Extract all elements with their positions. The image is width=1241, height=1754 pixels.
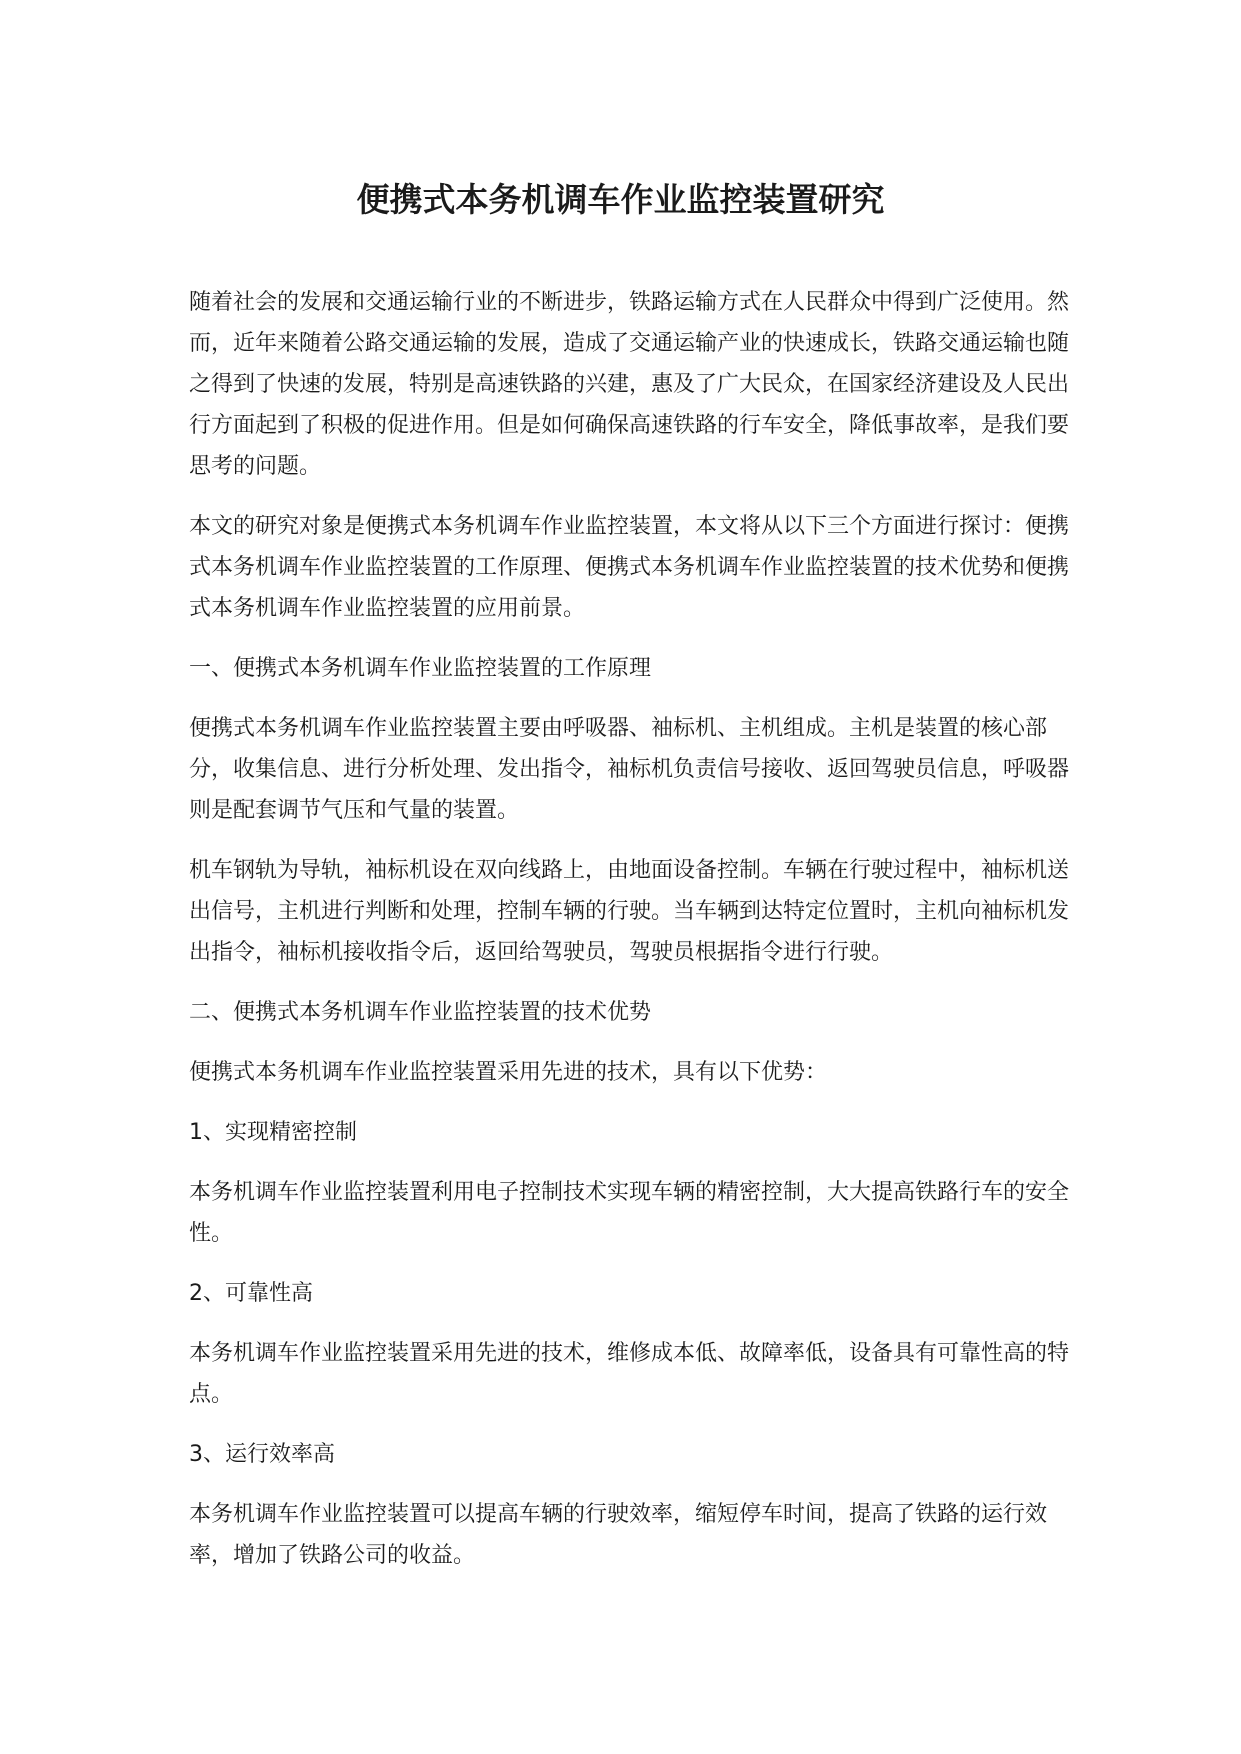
section-heading-working-principle: 一、便携式本务机调车作业监控装置的工作原理 xyxy=(189,656,652,681)
subheading-precise-control: 1、实现精密控制 xyxy=(189,1120,357,1145)
paragraph-components: 便携式本务机调车作业监控装置主要由呼吸器、袖标机、主机组成。主机是装置的核心部分，收集信息、进行分析处理、发出指令，袖标机负责信号接收、返回驾驶员信息，呼吸器则是配套调节气压和气量的装置。 xyxy=(189,716,1070,823)
subheading-efficiency: 3、运行效率高 xyxy=(189,1442,335,1467)
paragraph-reliability: 本务机调车作业监控装置采用先进的技术，维修成本低、故障率低，设备具有可靠性高的特点。 xyxy=(189,1341,1070,1407)
paragraph-scope: 本文的研究对象是便携式本务机调车作业监控装置，本文将从以下三个方面进行探讨：便携式本务机调车作业监控装置的工作原理、便携式本务机调车作业监控装置的技术优势和便携式本务机调车作业监控装置的应用前景。 xyxy=(189,514,1070,621)
document-body xyxy=(189,282,1081,1595)
paragraph-intro: 随着社会的发展和交通运输行业的不断进步，铁路运输方式在人民群众中得到广泛使用。然而，近年来随着公路交通运输的发展，造成了交通运输产业的快速成长，铁路交通运输也随之得到了快速的发展，特别是高速铁路的兴建，惠及了广大民众，在国家经济建设及人民出行方面起到了积极的促进作用。但是如何确保高速铁路的行车安全，降低事故率，是我们要思考的问题。 xyxy=(189,290,1070,479)
subheading-reliability: 2、可靠性高 xyxy=(189,1281,313,1306)
paragraph-advantages-intro: 便携式本务机调车作业监控装置采用先进的技术，具有以下优势： xyxy=(189,1060,828,1085)
section-heading-technical-advantages: 二、便携式本务机调车作业监控装置的技术优势 xyxy=(189,1000,652,1025)
document-title: 便携式本务机调车作业监控装置研究 xyxy=(356,180,885,219)
paragraph-efficiency: 本务机调车作业监控装置可以提高车辆的行驶效率，缩短停车时间，提高了铁路的运行效率，增加了铁路公司的收益。 xyxy=(189,1502,1048,1568)
paragraph-operation: 机车钢轨为导轨，袖标机设在双向线路上，由地面设备控制。车辆在行驶过程中，袖标机送出信号，主机进行判断和处理，控制车辆的行驶。当车辆到达特定位置时，主机向袖标机发出指令，袖标机接收指令后，返回给驾驶员，驾驶员根据指令进行行驶。 xyxy=(189,858,1070,965)
paragraph-precise-control: 本务机调车作业监控装置利用电子控制技术实现车辆的精密控制，大大提高铁路行车的安全性。 xyxy=(189,1180,1070,1246)
